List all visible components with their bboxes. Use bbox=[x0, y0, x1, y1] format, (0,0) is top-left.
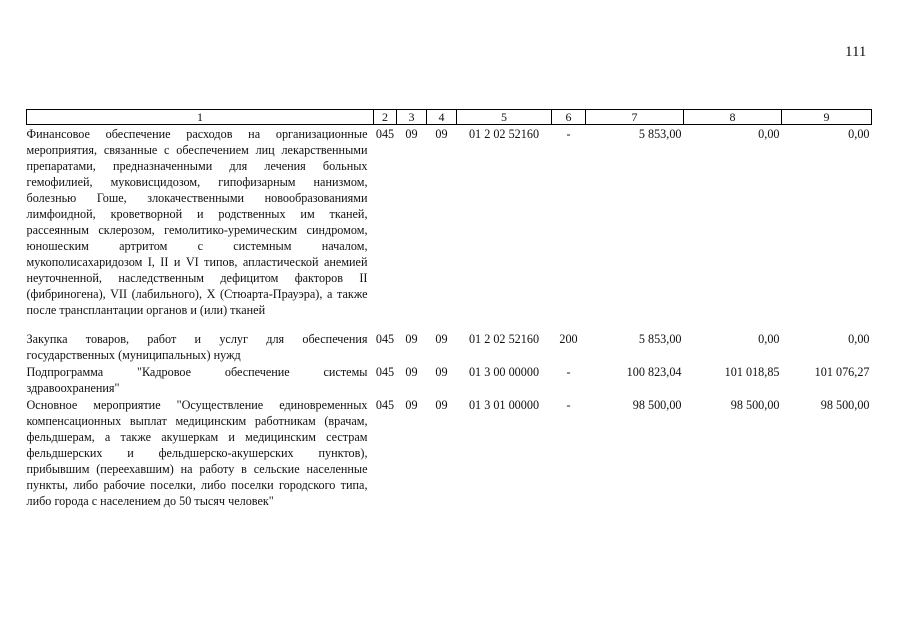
col-2: 045 bbox=[375, 332, 395, 346]
col-9: 98 500,00 bbox=[820, 398, 870, 412]
col-6: - bbox=[566, 127, 571, 141]
col-7: 5 853,00 bbox=[638, 127, 682, 141]
col-4: 09 bbox=[435, 398, 448, 412]
col-2: 045 bbox=[375, 365, 395, 379]
header-cell: 4 bbox=[427, 110, 457, 125]
header-cell: 2 bbox=[374, 110, 397, 125]
col-5: 01 2 02 52160 bbox=[468, 127, 540, 141]
col-9: 0,00 bbox=[848, 127, 870, 141]
item-name: Закупка товаров, работ и услуг для обеспечения государственных (муниципальных) нужд bbox=[26, 332, 368, 362]
col-3: 09 bbox=[405, 127, 418, 141]
col-2: 045 bbox=[375, 398, 395, 412]
col-4: 09 bbox=[435, 127, 448, 141]
col-4: 09 bbox=[435, 365, 448, 379]
col-5: 01 3 01 00000 bbox=[468, 398, 540, 412]
table-row bbox=[27, 125, 872, 331]
header-cell: 5 bbox=[457, 110, 552, 125]
item-name: Финансовое обеспечение расходов на организационные мероприятия, связанные с обеспечением лиц лекарственными препаратами, предназначенными для лечения больных гемофилией, муковисцидозом, гипофизарным нанизмом, болезнью Гоше, злокачественными новообразованиями лимфоидной, кроветворной и родственных им тканей, рассеянным склерозом, гемолитико-уремическим синдромом, юношеским артритом с системным началом, мукополисахаридозом I, II и VI типов, апластической анемией неуточненной, наследственным дефицитом факторов II (фибриногена), VII (лабильного), X (Стюарта-Прауэра), а также после трансплантации органов и (или) тканей bbox=[26, 127, 368, 317]
header-cell: 8 bbox=[684, 110, 782, 125]
col-6: 200 bbox=[559, 332, 578, 346]
header-cell: 1 bbox=[27, 110, 374, 125]
header-row bbox=[27, 110, 872, 125]
table-row bbox=[27, 396, 872, 509]
budget-table bbox=[26, 109, 872, 509]
col-3: 09 bbox=[405, 332, 418, 346]
col-8: 101 018,85 bbox=[724, 365, 780, 379]
header-cell: 3 bbox=[397, 110, 427, 125]
col-7: 98 500,00 bbox=[632, 398, 682, 412]
col-9: 0,00 bbox=[848, 332, 870, 346]
header-cell: 7 bbox=[586, 110, 684, 125]
header-cell: 6 bbox=[552, 110, 586, 125]
item-name: Основное мероприятие "Осуществление единовременных компенсационных выплат медицинским работникам (врачам, фельдшерам, а также акушеркам и медицинским сестрам фельдшерских и фельдшерско-акушерских пунктов), прибывшим (переехавшим) на работу в сельские населенные пункты, либо рабочие поселки, либо поселки городского типа, либо города с населением до 50 тысяч человек" bbox=[26, 398, 368, 508]
col-7: 100 823,04 bbox=[626, 365, 682, 379]
col-3: 09 bbox=[405, 365, 418, 379]
header-cell: 9 bbox=[782, 110, 872, 125]
col-6: - bbox=[566, 398, 571, 412]
col-7: 5 853,00 bbox=[638, 332, 682, 346]
item-name: Подпрограмма "Кадровое обеспечение системы здравоохранения" bbox=[26, 365, 368, 395]
col-8: 0,00 bbox=[758, 332, 780, 346]
col-5: 01 3 00 00000 bbox=[468, 365, 540, 379]
col-6: - bbox=[566, 365, 571, 379]
page-number: 111 bbox=[845, 44, 867, 60]
table-row bbox=[27, 363, 872, 396]
col-4: 09 bbox=[435, 332, 448, 346]
col-8: 98 500,00 bbox=[730, 398, 780, 412]
col-9: 101 076,27 bbox=[814, 365, 870, 379]
col-5: 01 2 02 52160 bbox=[468, 332, 540, 346]
col-2: 045 bbox=[375, 127, 395, 141]
col-3: 09 bbox=[405, 398, 418, 412]
col-8: 0,00 bbox=[758, 127, 780, 141]
table-row bbox=[27, 330, 872, 363]
